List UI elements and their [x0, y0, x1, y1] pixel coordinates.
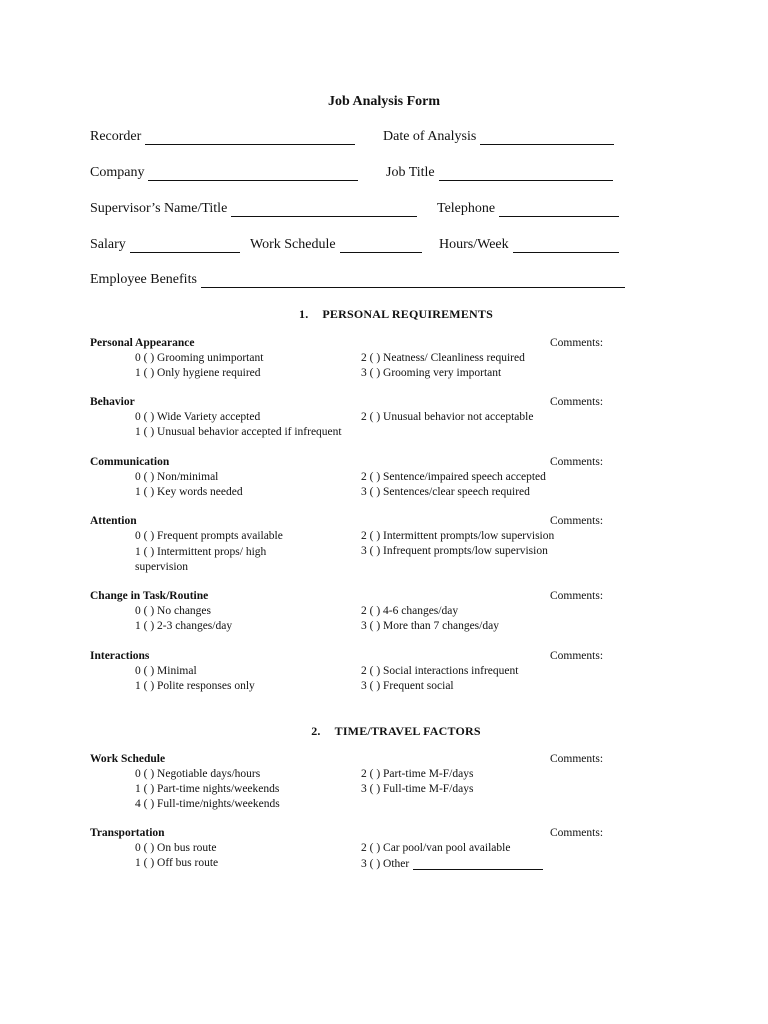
job-title-label: Job Title	[386, 165, 435, 180]
option-checkbox[interactable]: 0 ( ) Minimal	[135, 665, 197, 677]
option-checkbox[interactable]: 2 ( ) Neatness/ Cleanliness required	[361, 352, 525, 364]
option-checkbox[interactable]: 3 ( ) Full-time M-F/days	[361, 783, 474, 795]
option-checkbox[interactable]: 1 ( ) Only hygiene required	[135, 367, 261, 379]
telephone-label: Telephone	[437, 201, 496, 216]
job-title-field	[386, 165, 613, 181]
salary-field	[90, 237, 240, 253]
option-checkbox[interactable]: 3 ( ) More than 7 changes/day	[361, 620, 499, 632]
company-input-line[interactable]	[148, 166, 358, 181]
employee-benefits-field	[90, 272, 625, 288]
work-schedule-label: Work Schedule	[250, 237, 336, 252]
category-title: Change in Task/Routine	[90, 590, 209, 602]
option-checkbox[interactable]: 3 ( ) Infrequent prompts/low supervision	[361, 545, 548, 557]
option-checkbox[interactable]: 0 ( ) On bus route	[135, 842, 217, 854]
recorder-label: Recorder	[90, 129, 142, 144]
option-checkbox[interactable]: 2 ( ) Car pool/van pool available	[361, 842, 511, 854]
category-title: Communication	[90, 456, 170, 468]
comments-label: Comments:	[550, 827, 604, 839]
category-title: Work Schedule	[90, 753, 166, 765]
option-checkbox[interactable]: 2 ( ) Social interactions infrequent	[361, 665, 519, 677]
option-checkbox[interactable]: 2 ( ) Intermittent prompts/low supervision	[361, 530, 555, 542]
category-title: Interactions	[90, 650, 150, 662]
work-schedule-input-line[interactable]	[340, 238, 422, 253]
option-checkbox[interactable]: 0 ( ) Non/minimal	[135, 471, 219, 483]
option-checkbox[interactable]: 1 ( ) Off bus route	[135, 857, 219, 869]
comments-label: Comments:	[550, 753, 604, 765]
category-title: Transportation	[90, 827, 165, 839]
option-checkbox[interactable]: 0 ( ) Wide Variety accepted	[135, 411, 261, 423]
date-of-analysis-label: Date of Analysis	[383, 129, 477, 144]
date-of-analysis-field	[383, 129, 614, 145]
recorder-field	[90, 129, 355, 145]
option-checkbox[interactable]: 3 ( ) Sentences/clear speech required	[361, 486, 530, 498]
company-label: Company	[90, 165, 145, 180]
comments-label: Comments:	[550, 337, 604, 349]
work-schedule-field	[250, 237, 422, 253]
option-checkbox[interactable]: 2 ( ) Sentence/impaired speech accepted	[361, 471, 546, 483]
company-field	[90, 165, 358, 181]
option-checkbox[interactable]: 1 ( ) Key words needed	[135, 486, 243, 498]
option-checkbox[interactable]: 0 ( ) Frequent prompts available	[135, 530, 283, 542]
supervisor-field	[90, 201, 417, 217]
hours-week-input-line[interactable]	[513, 238, 619, 253]
option-checkbox[interactable]: 1 ( ) Intermittent props/ high supervision	[135, 546, 267, 573]
salary-input-line[interactable]	[130, 238, 240, 253]
option-checkbox[interactable]: 4 ( ) Full-time/nights/weekends	[135, 798, 280, 810]
comments-label: Comments:	[550, 396, 604, 408]
comments-label: Comments:	[550, 650, 604, 662]
comments-label: Comments:	[550, 456, 604, 468]
option-checkbox[interactable]: 1 ( ) Unusual behavior accepted if infrequent	[135, 426, 342, 438]
option-checkbox[interactable]: 0 ( ) Negotiable days/hours	[135, 768, 261, 780]
date-of-analysis-input-line[interactable]	[480, 130, 614, 145]
telephone-input-line[interactable]	[499, 202, 619, 217]
comments-label: Comments:	[550, 590, 604, 602]
employee-benefits-input-line[interactable]	[201, 273, 625, 288]
option-checkbox[interactable]: 0 ( ) No changes	[135, 605, 212, 617]
supervisor-input-line[interactable]	[231, 202, 417, 217]
section-heading: 2. TIME/TRAVEL FACTORS	[311, 724, 481, 738]
recorder-input-line[interactable]	[145, 130, 355, 145]
supervisor-label: Supervisor’s Name/Title	[90, 201, 228, 216]
option-checkbox[interactable]: 0 ( ) Grooming unimportant	[135, 352, 264, 364]
option-checkbox[interactable]: 1 ( ) Part-time nights/weekends	[135, 783, 280, 795]
option-checkbox[interactable]: 3 ( ) Frequent social	[361, 680, 454, 692]
telephone-field	[437, 201, 619, 217]
hours-week-field	[439, 237, 619, 253]
salary-label: Salary	[90, 237, 126, 252]
option-checkbox[interactable]: 3 ( ) Grooming very important	[361, 367, 502, 379]
option-checkbox[interactable]: 1 ( ) 2-3 changes/day	[135, 620, 233, 632]
comments-label: Comments:	[550, 515, 604, 527]
option-checkbox[interactable]: 1 ( ) Polite responses only	[135, 680, 255, 692]
category-title: Behavior	[90, 396, 135, 408]
option-checkbox[interactable]: 2 ( ) 4-6 changes/day	[361, 605, 459, 617]
section-heading: 1. PERSONAL REQUIREMENTS	[299, 307, 493, 321]
category-title: Attention	[90, 515, 137, 527]
option-checkbox[interactable]: 2 ( ) Unusual behavior not acceptable	[361, 411, 534, 423]
employee-benefits-label: Employee Benefits	[90, 272, 197, 287]
other-input-line[interactable]	[413, 857, 543, 870]
option-checkbox[interactable]: 3 ( ) Other	[361, 858, 410, 870]
job-title-input-line[interactable]	[439, 166, 613, 181]
option-checkbox[interactable]: 2 ( ) Part-time M-F/days	[361, 768, 474, 780]
hours-week-label: Hours/Week	[439, 237, 509, 252]
category-title: Personal Appearance	[90, 337, 195, 349]
form-title: Job Analysis Form	[327, 94, 440, 109]
option-other-field	[361, 857, 543, 870]
